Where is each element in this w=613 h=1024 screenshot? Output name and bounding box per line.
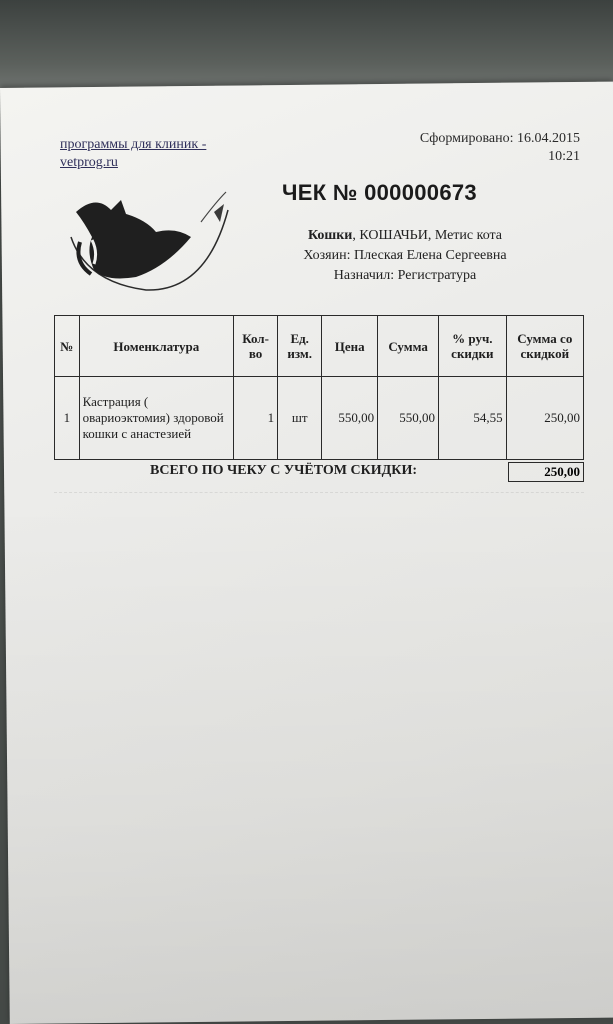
- col-sum-discounted: Сумма со скидкой: [506, 316, 583, 377]
- col-discount: % руч. скидки: [439, 316, 507, 377]
- patient-species: [250, 226, 560, 246]
- receipt-title: ЧЕК № 000000673: [282, 180, 477, 205]
- col-sum: Сумма: [378, 316, 439, 377]
- table-header-row: [55, 316, 584, 377]
- items-table: [54, 315, 584, 460]
- vetprog-link-text[interactable]: программы для клиник - vetprog.ru: [60, 137, 207, 170]
- col-unit: Ед. изм.: [278, 316, 322, 377]
- generated-date: Сформировано: 16.04.2015: [419, 131, 580, 146]
- species-label: Кошки: [307, 228, 353, 243]
- col-price: Цена: [322, 316, 378, 377]
- assigned-line: Назначил: Регистратура: [333, 268, 477, 283]
- species-rest: , КОШАЧЬИ, Метис кота: [352, 228, 503, 243]
- paper-fold: [54, 492, 584, 493]
- vetprog-link[interactable]: [60, 136, 260, 172]
- row-name: Кастрация ( овариоэктомия) здоровой кошки с анастезией: [79, 377, 233, 460]
- row-sum: 550,00: [378, 377, 439, 460]
- row-unit: шт: [278, 377, 322, 460]
- col-quantity: Кол-во: [233, 316, 277, 377]
- col-nomenclature: Номенклатура: [79, 316, 233, 377]
- patient-info: [250, 226, 560, 286]
- fox-icon: [66, 182, 236, 297]
- col-number: №: [55, 316, 80, 377]
- row-number: 1: [55, 377, 80, 460]
- table-row: [55, 377, 584, 460]
- generated-time: 10:21: [548, 149, 580, 164]
- red-fox-logo: [66, 182, 236, 302]
- total-label: ВСЕГО ПО ЧЕКУ С УЧЁТОМ СКИДКИ:: [150, 463, 418, 478]
- total-value: 250,00: [508, 462, 584, 482]
- generated-stamp: [360, 130, 580, 166]
- row-sum-discounted: 250,00: [506, 377, 583, 460]
- background-surface: [0, 0, 613, 90]
- paper-shade: [0, 500, 613, 1024]
- owner-line: Хозяин: Плеская Елена Сергеевна: [303, 248, 507, 263]
- row-qty: 1: [233, 377, 277, 460]
- row-price: 550,00: [322, 377, 378, 460]
- row-discount: 54,55: [439, 377, 507, 460]
